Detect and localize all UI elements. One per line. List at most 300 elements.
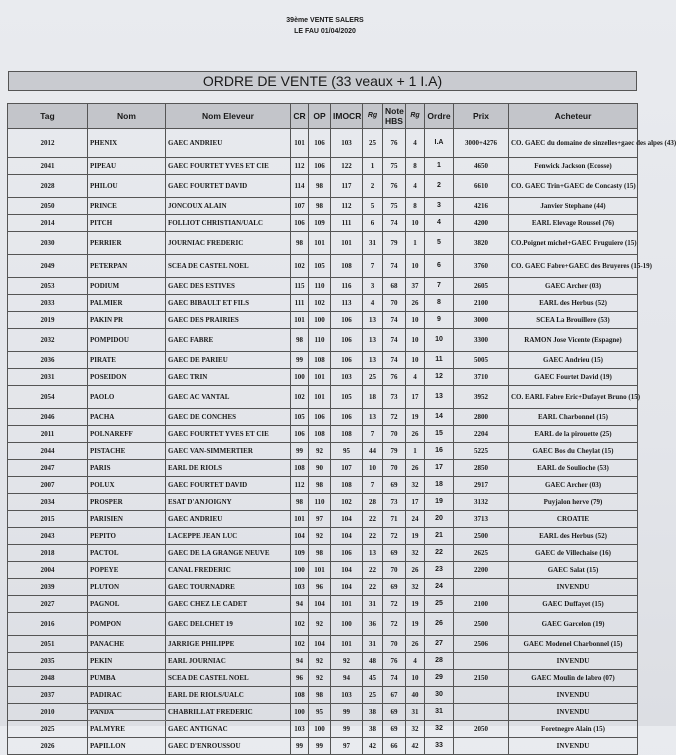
cell-rank-imocr: 7 [363,255,383,278]
cell-name: PAGNOL [88,596,166,613]
cell-breeder: GAEC TOURNADRE [166,579,291,596]
cell-note-hbs: 74 [383,670,406,687]
cell-price [454,687,509,704]
cell-order: 7 [425,278,454,295]
table-row [8,386,638,409]
cell-tag: 2010 [8,704,88,721]
cell-tag: 2012 [8,129,88,158]
cell-rank-hbs: 4 [406,175,425,198]
cell-tag: 2047 [8,460,88,477]
cell-note-hbs: 76 [383,129,406,158]
cell-price: 3820 [454,232,509,255]
table-row [8,477,638,494]
cell-op: 98 [309,198,331,215]
cell-price: 2050 [454,721,509,738]
cell-rank-hbs: 10 [406,215,425,232]
cell-tag: 2046 [8,409,88,426]
cell-name: POMPON [88,613,166,636]
cell-rank-imocr: 7 [363,477,383,494]
cell-rank-imocr: 22 [363,562,383,579]
cell-tag: 2032 [8,329,88,352]
cell-cr: 99 [291,443,309,460]
cell-price: 2200 [454,562,509,579]
cell-rank-hbs: 24 [406,511,425,528]
col-header: Tag [8,104,88,129]
cell-price: 5225 [454,443,509,460]
cell-op: 101 [309,562,331,579]
cell-order: 22 [425,545,454,562]
cell-tag: 2034 [8,494,88,511]
cell-order: 16 [425,443,454,460]
cell-price: 4650 [454,158,509,175]
cell-rank-imocr: 31 [363,596,383,613]
cell-imocr: 108 [331,477,363,494]
cell-cr: 94 [291,653,309,670]
table-row [8,295,638,312]
cell-imocr: 122 [331,158,363,175]
cell-breeder: LACEPPE JEAN LUC [166,528,291,545]
cell-cr: 99 [291,738,309,755]
cell-note-hbs: 74 [383,255,406,278]
cell-tag: 2050 [8,198,88,215]
cell-rank-imocr: 4 [363,295,383,312]
cell-note-hbs: 69 [383,477,406,494]
cell-op: 92 [309,670,331,687]
cell-buyer: GAEC Moulin de labro (07) [509,670,638,687]
cell-imocr: 106 [331,352,363,369]
cell-rank-hbs: 42 [406,738,425,755]
cell-op: 92 [309,443,331,460]
cell-breeder: GAEC BIBAULT ET FILS [166,295,291,312]
cell-cr: 106 [291,215,309,232]
cell-tag: 2007 [8,477,88,494]
cell-order: 17 [425,460,454,477]
cell-rank-hbs: 19 [406,528,425,545]
cell-breeder: GAEC DES ESTIVES [166,278,291,295]
cell-breeder: EARL JOURNIAC [166,653,291,670]
cell-tag: 2019 [8,312,88,329]
cell-order: 28 [425,653,454,670]
cell-breeder: SCEA DE CASTEL NOEL [166,670,291,687]
cell-imocr: 116 [331,278,363,295]
cell-price: 3713 [454,511,509,528]
cell-tag: 2011 [8,426,88,443]
cell-note-hbs: 69 [383,545,406,562]
cell-rank-hbs: 4 [406,369,425,386]
cell-tag: 2028 [8,175,88,198]
cell-name: PODIUM [88,278,166,295]
cell-cr: 112 [291,158,309,175]
table-row [8,443,638,460]
cell-rank-imocr: 10 [363,460,383,477]
cell-breeder: CHABRILLAT FREDERIC [166,704,291,721]
cell-rank-hbs: 31 [406,704,425,721]
cell-order: 3 [425,198,454,215]
cell-rank-imocr: 38 [363,704,383,721]
cell-cr: 106 [291,426,309,443]
cell-buyer: SCEA La Brouillere (53) [509,312,638,329]
cell-name: PANACHE [88,636,166,653]
cell-order: 15 [425,426,454,443]
cell-price: 2500 [454,613,509,636]
cell-price: 5005 [454,352,509,369]
table-row [8,312,638,329]
cell-price: 2917 [454,477,509,494]
cell-breeder: GAEC DE PARIEU [166,352,291,369]
cell-cr: 98 [291,494,309,511]
cell-imocr: 111 [331,215,363,232]
cell-imocr: 104 [331,562,363,579]
cell-op: 90 [309,460,331,477]
cell-op: 98 [309,545,331,562]
cell-order: I.A [425,129,454,158]
sale-order-title: ORDRE DE VENTE (33 veaux + 1 I.A) [8,71,637,91]
cell-order: 24 [425,579,454,596]
cell-cr: 114 [291,175,309,198]
cell-name: PARIS [88,460,166,477]
cell-name: PACHA [88,409,166,426]
cell-cr: 101 [291,312,309,329]
cell-imocr: 104 [331,511,363,528]
cell-price: 2204 [454,426,509,443]
cell-name: PEKIN [88,653,166,670]
cell-breeder: GAEC FABRE [166,329,291,352]
cell-order: 10 [425,329,454,352]
cell-buyer: INVENDU [509,738,638,755]
cell-imocr: 99 [331,704,363,721]
cell-rank-hbs: 10 [406,670,425,687]
cell-breeder: ESAT D'ANJOIGNY [166,494,291,511]
cell-price: 3000+4276 [454,129,509,158]
cell-rank-hbs: 40 [406,687,425,704]
cell-price [454,738,509,755]
cell-tag: 2004 [8,562,88,579]
cell-tag: 2025 [8,721,88,738]
cell-order: 1 [425,158,454,175]
cell-op: 98 [309,175,331,198]
cell-name: PUMBA [88,670,166,687]
col-header: Acheteur [509,104,638,129]
cell-price: 3760 [454,255,509,278]
cell-cr: 103 [291,721,309,738]
table-row [8,511,638,528]
cell-rank-imocr: 28 [363,494,383,511]
cell-imocr: 106 [331,329,363,352]
cell-rank-imocr: 36 [363,613,383,636]
cell-note-hbs: 70 [383,562,406,579]
cell-op: 109 [309,215,331,232]
cell-order: 9 [425,312,454,329]
cell-note-hbs: 68 [383,278,406,295]
cell-note-hbs: 74 [383,352,406,369]
cell-rank-hbs: 32 [406,579,425,596]
cell-breeder: GAEC CHEZ LE CADET [166,596,291,613]
col-header: Nom [88,104,166,129]
cell-rank-imocr: 25 [363,687,383,704]
cell-rank-imocr: 13 [363,545,383,562]
cell-op: 101 [309,386,331,409]
cell-tag: 2030 [8,232,88,255]
cell-rank-hbs: 10 [406,312,425,329]
cell-price: 3710 [454,369,509,386]
table-row [8,704,638,721]
cell-order: 30 [425,687,454,704]
col-header: Rg [363,104,383,129]
cell-op: 110 [309,278,331,295]
cell-tag: 2053 [8,278,88,295]
cell-note-hbs: 76 [383,369,406,386]
cell-tag: 2051 [8,636,88,653]
cell-tag: 2026 [8,738,88,755]
cell-tag: 2031 [8,369,88,386]
cell-rank-imocr: 25 [363,369,383,386]
cell-rank-imocr: 31 [363,636,383,653]
cell-note-hbs: 69 [383,721,406,738]
cell-op: 104 [309,636,331,653]
cell-imocr: 102 [331,494,363,511]
cell-imocr: 113 [331,295,363,312]
cell-imocr: 108 [331,426,363,443]
cell-tag: 2027 [8,596,88,613]
cell-breeder: GAEC FOURTET DAVID [166,175,291,198]
divider [88,720,166,721]
cell-buyer: CO. EARL Fabre Eric+Dufayet Bruno (15) [509,386,638,409]
cell-note-hbs: 79 [383,232,406,255]
cell-cr: 102 [291,636,309,653]
cell-buyer: INVENDU [509,687,638,704]
cell-tag: 2049 [8,255,88,278]
cell-name: PARISIEN [88,511,166,528]
cell-buyer: GAEC Garcelon (19) [509,613,638,636]
cell-order: 32 [425,721,454,738]
cell-rank-hbs: 32 [406,721,425,738]
cell-imocr: 106 [331,312,363,329]
cell-tag: 2054 [8,386,88,409]
cell-imocr: 107 [331,460,363,477]
cell-rank-hbs: 4 [406,653,425,670]
table-row [8,670,638,687]
cell-rank-imocr: 22 [363,528,383,545]
table-row [8,596,638,613]
cell-name: PLUTON [88,579,166,596]
cell-order: 21 [425,528,454,545]
cell-cr: 108 [291,460,309,477]
sale-place-date: LE FAU 01/04/2020 [294,28,356,35]
cell-breeder: GAEC ANTIGNAC [166,721,291,738]
cell-imocr: 103 [331,687,363,704]
table-row [8,721,638,738]
cell-order: 18 [425,477,454,494]
cell-op: 97 [309,511,331,528]
cell-buyer: EARL Elevage Roussel (76) [509,215,638,232]
cell-imocr: 97 [331,738,363,755]
cell-imocr: 101 [331,232,363,255]
cell-cr: 108 [291,687,309,704]
cell-buyer: GAEC Bos du Cheylat (15) [509,443,638,460]
cell-buyer: GAEC de Villechaise (16) [509,545,638,562]
cell-cr: 112 [291,477,309,494]
cell-rank-hbs: 37 [406,278,425,295]
cell-breeder: GAEC TRIN [166,369,291,386]
cell-tag: 2041 [8,158,88,175]
cell-note-hbs: 72 [383,613,406,636]
table-row [8,545,638,562]
cell-cr: 102 [291,386,309,409]
cell-name: POSEIDON [88,369,166,386]
cell-rank-imocr: 38 [363,721,383,738]
cell-note-hbs: 74 [383,312,406,329]
cell-rank-hbs: 26 [406,426,425,443]
cell-price: 2625 [454,545,509,562]
cell-imocr: 108 [331,255,363,278]
cell-cr: 101 [291,129,309,158]
cell-buyer: GAEC Fourtet David (19) [509,369,638,386]
col-header: Rg [406,104,425,129]
table-row [8,352,638,369]
cell-breeder: GAEC DE LA GRANGE NEUVE [166,545,291,562]
cell-op: 101 [309,232,331,255]
cell-note-hbs: 70 [383,460,406,477]
cell-rank-imocr: 13 [363,352,383,369]
cell-breeder: EARL DE RIOLS/UALC [166,687,291,704]
cell-rank-hbs: 19 [406,409,425,426]
cell-name: PALMIER [88,295,166,312]
cell-price: 2150 [454,670,509,687]
table-row [8,329,638,352]
cell-imocr: 103 [331,129,363,158]
cell-name: PAPILLON [88,738,166,755]
cell-rank-imocr: 22 [363,579,383,596]
table-body [8,129,676,755]
cell-order: 20 [425,511,454,528]
cell-rank-imocr: 3 [363,278,383,295]
cell-order: 29 [425,670,454,687]
cell-tag: 2018 [8,545,88,562]
cell-rank-hbs: 10 [406,352,425,369]
cell-name: PANDA [88,704,166,721]
cell-rank-imocr: 18 [363,386,383,409]
table-row [8,426,638,443]
table-row [8,613,638,636]
cell-name: PIPEAU [88,158,166,175]
table-row [8,636,638,653]
cell-buyer: Fenwick Jackson (Ecosse) [509,158,638,175]
cell-note-hbs: 69 [383,579,406,596]
cell-tag: 2043 [8,528,88,545]
cell-order: 5 [425,232,454,255]
cell-buyer: GAEC Salat (15) [509,562,638,579]
cell-imocr: 101 [331,636,363,653]
cell-rank-imocr: 48 [363,653,383,670]
cell-name: PISTACHE [88,443,166,460]
cell-imocr: 92 [331,653,363,670]
table-row [8,198,638,215]
table-row [8,562,638,579]
cell-price: 2850 [454,460,509,477]
cell-note-hbs: 75 [383,158,406,175]
cell-name: PROSPER [88,494,166,511]
col-header: IMOCR [331,104,363,129]
cell-rank-imocr: 2 [363,175,383,198]
cell-rank-imocr: 7 [363,426,383,443]
cell-breeder: GAEC DES PRAIRIES [166,312,291,329]
cell-cr: 104 [291,528,309,545]
cell-op: 108 [309,352,331,369]
cell-note-hbs: 66 [383,738,406,755]
table-row [8,494,638,511]
cell-breeder: GAEC ANDRIEU [166,129,291,158]
cell-name: PERRIER [88,232,166,255]
cell-rank-imocr: 13 [363,329,383,352]
table-header-row [8,104,638,129]
cell-buyer: EARL des Herbus (52) [509,528,638,545]
cell-note-hbs: 72 [383,528,406,545]
cell-tag: 2016 [8,613,88,636]
cell-name: PIRATE [88,352,166,369]
cell-tag: 2036 [8,352,88,369]
cell-name: POMPIDOU [88,329,166,352]
cell-rank-hbs: 8 [406,158,425,175]
cell-rank-hbs: 17 [406,494,425,511]
cell-rank-imocr: 42 [363,738,383,755]
cell-order: 23 [425,562,454,579]
cell-buyer: CO. GAEC Trin+GAEC de Concasty (15) [509,175,638,198]
cell-name: PITCH [88,215,166,232]
cell-rank-imocr: 45 [363,670,383,687]
cell-breeder: GAEC FOURTET YVES ET CIE [166,158,291,175]
cell-rank-hbs: 10 [406,329,425,352]
cell-buyer: Puyjalon herve (79) [509,494,638,511]
cell-cr: 103 [291,579,309,596]
cell-breeder: GAEC FOURTET YVES ET CIE [166,426,291,443]
cell-order: 2 [425,175,454,198]
cell-note-hbs: 70 [383,426,406,443]
cell-buyer: CO.Poignet michel+GAEC Fruguiere (15) [509,232,638,255]
cell-breeder: SCEA DE CASTEL NOEL [166,255,291,278]
cell-name: PACTOL [88,545,166,562]
cell-order: 27 [425,636,454,653]
cell-op: 95 [309,704,331,721]
cell-note-hbs: 70 [383,636,406,653]
cell-op: 96 [309,579,331,596]
cell-imocr: 112 [331,198,363,215]
cell-order: 14 [425,409,454,426]
cell-note-hbs: 73 [383,386,406,409]
cell-op: 110 [309,329,331,352]
cell-order: 33 [425,738,454,755]
sale-edition: 39ème VENTE SALERS [286,17,364,24]
col-header: Prix [454,104,509,129]
col-header: CR [291,104,309,129]
cell-op: 106 [309,409,331,426]
cell-order: 19 [425,494,454,511]
cell-imocr: 104 [331,528,363,545]
cell-note-hbs: 72 [383,409,406,426]
cell-op: 99 [309,738,331,755]
cell-name: PALMYRE [88,721,166,738]
cell-imocr: 100 [331,613,363,636]
cell-note-hbs: 69 [383,704,406,721]
cell-op: 98 [309,477,331,494]
table-row [8,687,638,704]
cell-cr: 98 [291,329,309,352]
cell-rank-hbs: 26 [406,295,425,312]
cell-rank-hbs: 32 [406,545,425,562]
cell-price: 2800 [454,409,509,426]
cell-note-hbs: 79 [383,443,406,460]
table-row [8,409,638,426]
table-row [8,738,638,755]
